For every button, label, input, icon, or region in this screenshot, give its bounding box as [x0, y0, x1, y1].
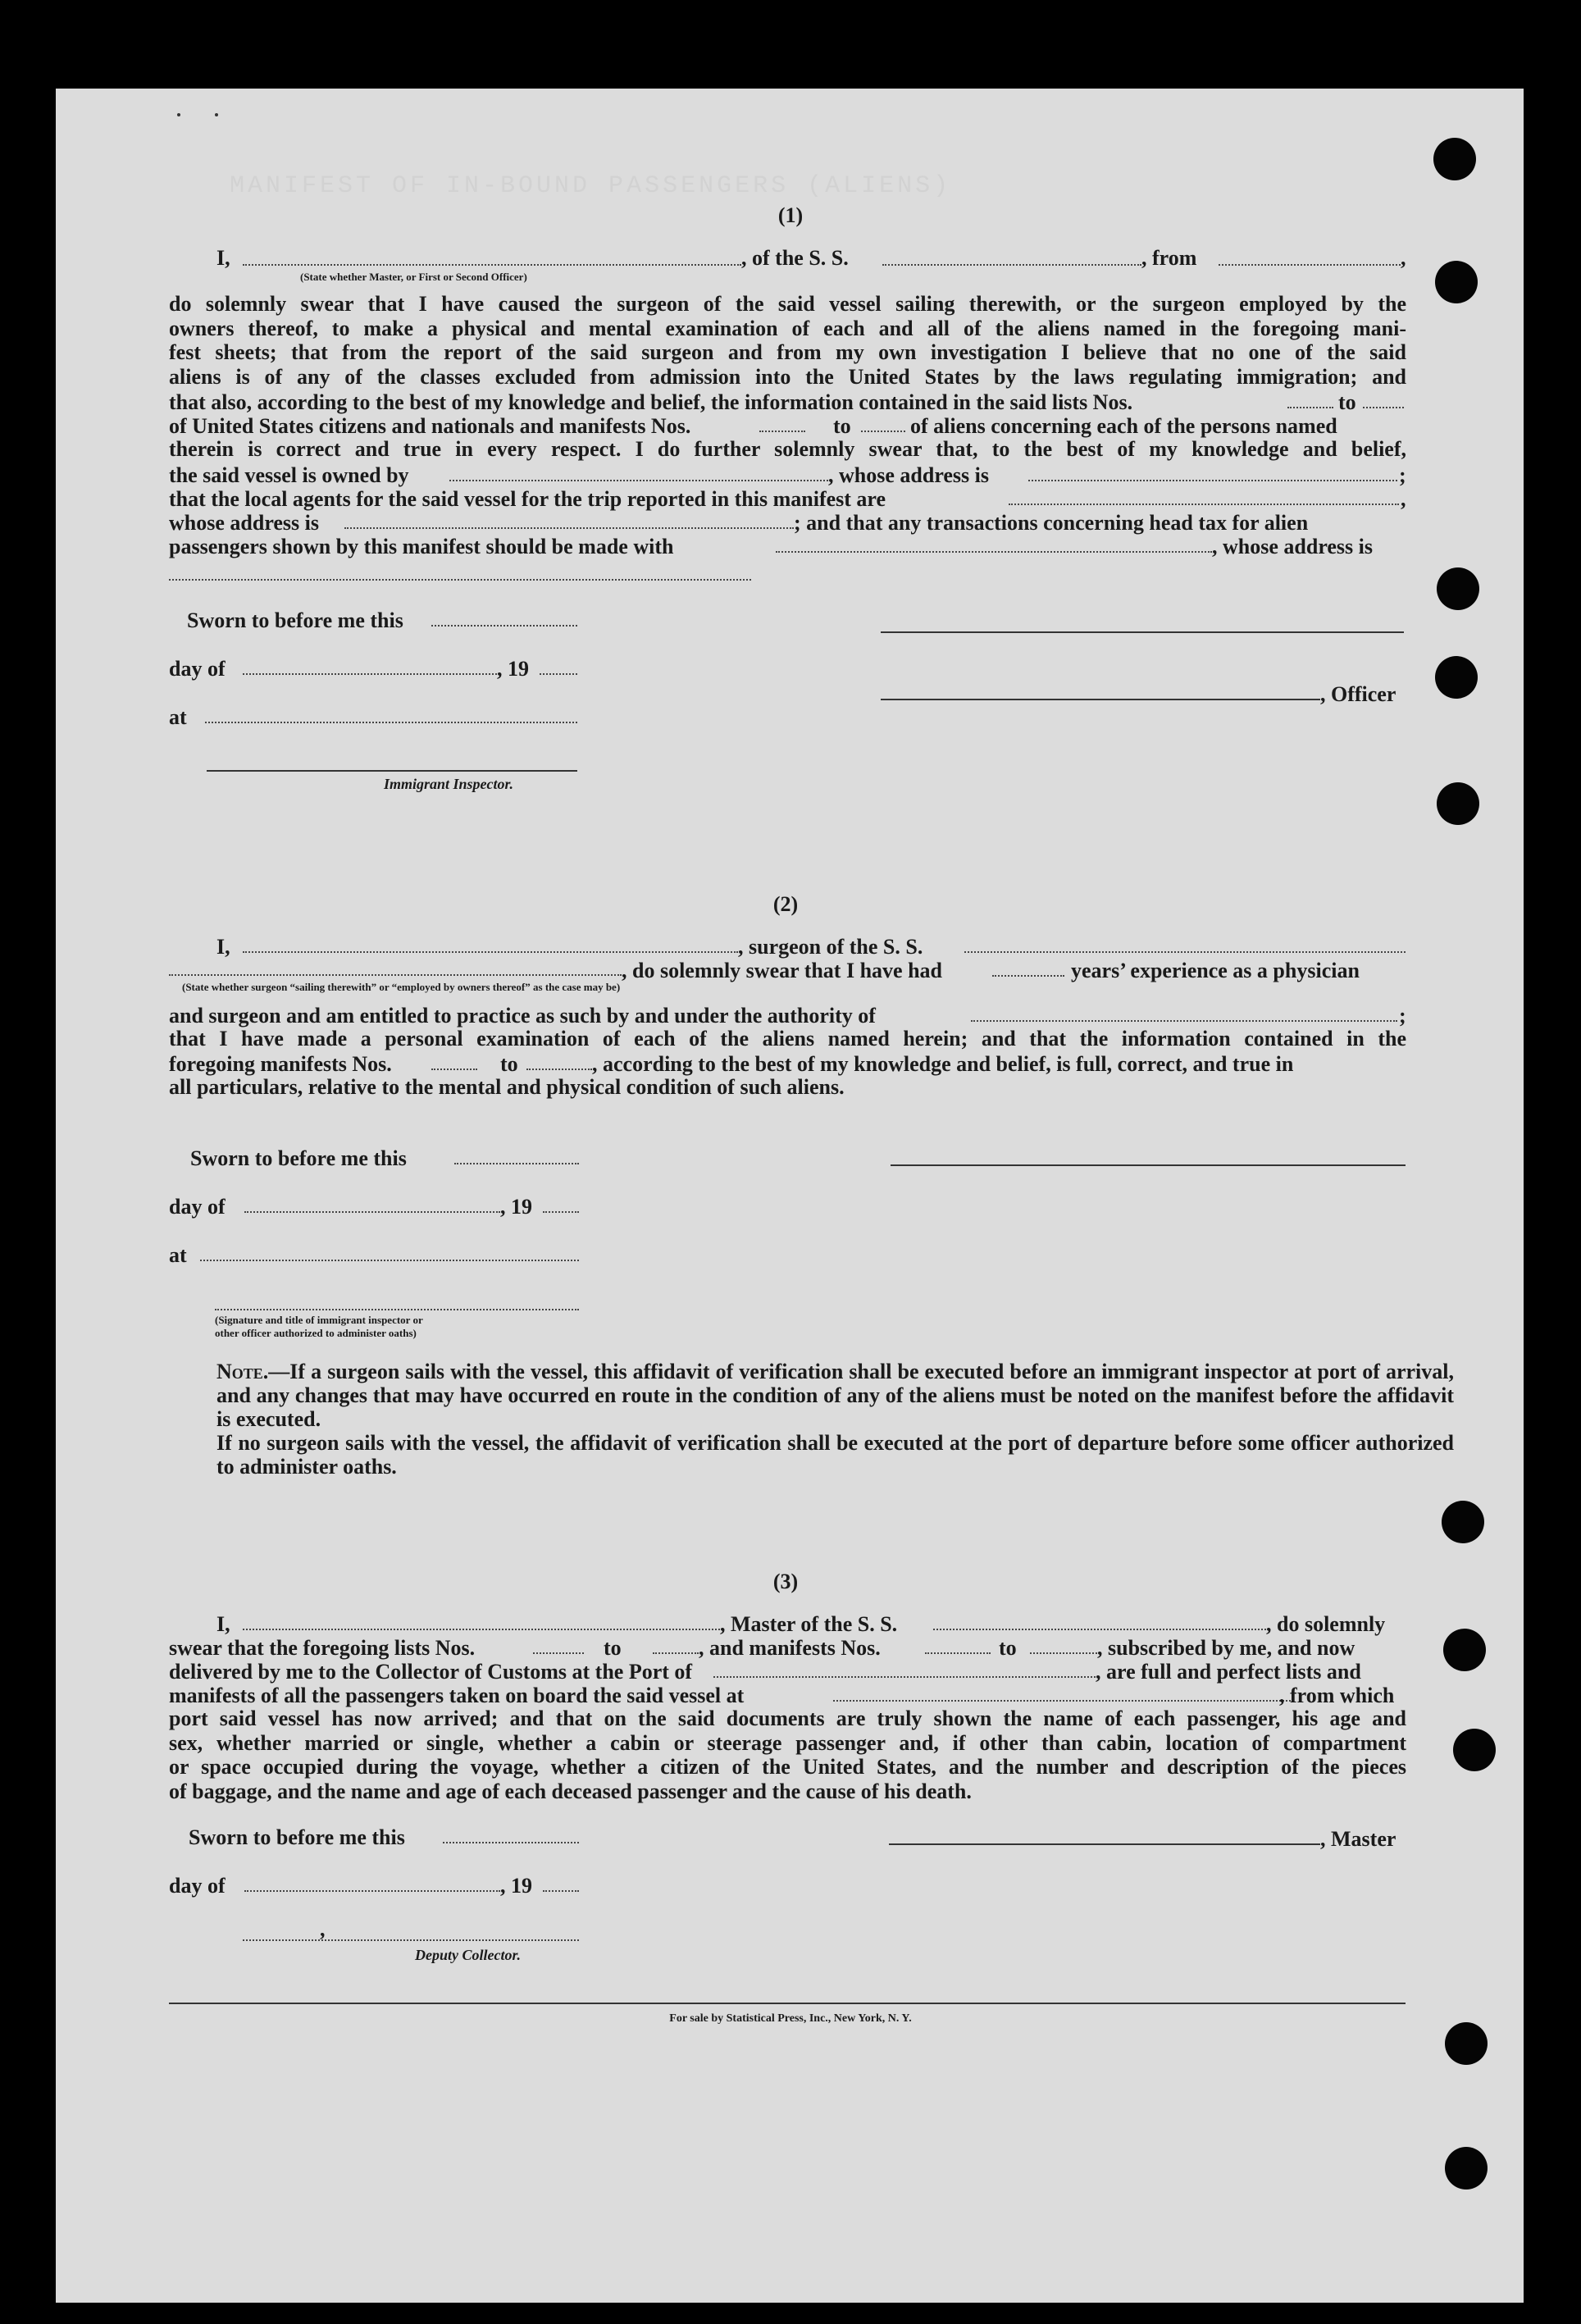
s3-collector-comma: ,: [320, 1917, 326, 1941]
s1-whose-address: , whose address is: [1212, 535, 1374, 558]
s2-signature-note-1: (Signature and title of immigrant inspector or: [215, 1314, 423, 1326]
s1-agents-line: [1009, 504, 1399, 505]
s3-master-signature-line: [889, 1843, 1320, 1845]
s1-agent-address: whose address is: [169, 511, 320, 535]
s1-at: at: [169, 705, 187, 729]
s1-line-3: fest sheets; that from the report of the said surgeon and from my own investigation I believe that no one of the said: [169, 340, 1406, 364]
faded-header: MANIFEST OF IN-BOUND PASSENGERS (ALIENS): [230, 172, 952, 200]
s2-surgeon-signature-line: [891, 1164, 1406, 1166]
s1-inspector-signature-line: [207, 770, 577, 772]
s1-address-cont-line: [169, 579, 751, 581]
s3-manifests-all: manifests of all the passengers taken on board the said vessel at: [169, 1684, 745, 1707]
s3-lists-to-line: [653, 1652, 699, 1654]
s2-i: I,: [216, 935, 230, 959]
s2-signature-note-2: other officer authorized to administer oaths): [215, 1327, 417, 1339]
s3-master-name-line: [243, 1629, 720, 1630]
s1-passengers-text: passengers shown by this manifest should be made with: [169, 535, 674, 558]
punch-hole: [1453, 1729, 1496, 1771]
s1-day-line: [243, 673, 497, 675]
s2-signature-line: [215, 1309, 579, 1310]
punch-hole: [1442, 1501, 1484, 1543]
s2-surgeon-name-line: [243, 951, 738, 953]
s3-line-6: sex, whether married or single, whether a cabin or steerage passenger and, if other than cabin, location of compartment: [169, 1730, 1406, 1755]
s1-head-tax-line: [776, 551, 1212, 553]
dust-speck: [215, 113, 218, 116]
s3-i: I,: [216, 1612, 230, 1636]
s2-vessel-line: [964, 951, 1406, 953]
s3-day-line: [244, 1890, 500, 1892]
s3-from-which: , from which: [1279, 1684, 1395, 1707]
s1-aliens-text: of aliens concerning each of the persons named: [910, 414, 1337, 438]
punch-hole: [1443, 1629, 1486, 1671]
s2-authority-line: [971, 1020, 1397, 1022]
s1-of-ss: , of the S. S.: [741, 246, 849, 270]
s2-at: at: [169, 1243, 187, 1267]
s1-owned-by: the said vessel is owned by: [169, 463, 409, 487]
s2-surgeon-note: (State whether surgeon “sailing therewith” or “employed by owners thereof” as the case may be): [182, 981, 621, 993]
s3-day-of: day of: [169, 1874, 226, 1898]
s1-lists-text: that also, according to the best of my knowledge and belief, the information contained in the said lists Nos.: [169, 390, 1133, 414]
s1-agents-comma: ,: [1401, 487, 1406, 511]
s1-officer-name-line: [243, 264, 741, 266]
s2-to: to: [500, 1052, 518, 1076]
s3-manifests-text: , and manifests Nos.: [699, 1636, 881, 1660]
s3-port-line: [713, 1676, 1096, 1678]
s1-vessel-line: [882, 264, 1141, 266]
s1-owner-address: , whose address is: [828, 463, 990, 487]
s3-collector-label: Deputy Collector.: [415, 1947, 521, 1963]
s1-owner-address-line: [1028, 480, 1397, 481]
section-1-heading: (1): [777, 203, 804, 227]
s2-note-2: If no surgeon sails with the vessel, the affidavit of verification shall be executed at the port of departure before some officer authorized to administer oaths.: [216, 1431, 1454, 1479]
s3-port-text: delivered by me to the Collector of Customs at the Port of: [169, 1660, 693, 1684]
s1-from: , from: [1141, 246, 1197, 270]
s3-line-5: port said vessel has now arrived; and that on the said documents are truly shown the name of each passenger, his age and: [169, 1707, 1406, 1730]
s3-to-1: to: [604, 1636, 622, 1660]
punch-hole: [1435, 656, 1478, 699]
s2-day-of: day of: [169, 1195, 226, 1219]
punch-hole: [1445, 2147, 1488, 2190]
s1-manifests-from-line: [759, 431, 805, 432]
punch-hole: [1445, 2022, 1488, 2065]
s1-agent-address-line: [344, 527, 794, 529]
s3-line-7: or space occupied during the voyage, whether a citizen of the United States, and the number and description of the pieces: [169, 1755, 1406, 1779]
s2-authority-text: and surgeon and am entitled to practice as such by and under the authority of: [169, 1004, 876, 1028]
s2-note-text-1: —If a surgeon sails with the vessel, this affidavit of verification shall be executed before an immigrant inspector at port of arrival, and any changes that may have occurred en route in the condition of any of the aliens must be noted on the manifest before the affidavit is executed.: [216, 1360, 1454, 1431]
s3-vessel-line: [933, 1629, 1266, 1630]
s2-line-6: all particulars, relative to the mental and physical condition of such aliens.: [169, 1075, 845, 1099]
s2-years-line: [992, 975, 1064, 977]
s3-lists-text: swear that the foregoing lists Nos.: [169, 1636, 476, 1660]
s3-manifests-to-line: [1030, 1652, 1097, 1654]
punch-hole: [1437, 782, 1479, 825]
s1-line-7: therein is correct and true in every respect. I do further solemnly swear that, to the best of my knowledge and belief,: [169, 437, 1406, 461]
s1-sworn-line: [431, 625, 577, 627]
s1-officer-line-2: [881, 699, 1320, 700]
s1-officer-line-1: [881, 631, 1404, 633]
s2-note-1: [169, 1360, 1454, 1431]
footer-rule: [169, 2003, 1406, 2004]
punch-hole: [1437, 567, 1479, 610]
s1-line-1: do solemnly swear that I have caused the surgeon of the said vessel sailing therewith, or the surgeon employed by the: [169, 292, 1406, 316]
s1-manifests-to: to: [833, 414, 851, 438]
s1-semicolon: ;: [1399, 463, 1406, 487]
s2-semicolon: ;: [1399, 1004, 1406, 1028]
s3-departure-line: [833, 1700, 1291, 1702]
s1-manifests-to-line: [861, 431, 905, 432]
s1-year: , 19: [497, 657, 529, 681]
s3-collector-signature-line: [243, 1939, 579, 1941]
s3-subscribed: , subscribed by me, and now: [1097, 1636, 1355, 1660]
s3-master-of: , Master of the S. S.: [720, 1612, 898, 1636]
section-3-heading: (3): [772, 1570, 799, 1593]
s1-lists-from-line: [1287, 407, 1333, 408]
s3-perfect-lists: , are full and perfect lists and: [1096, 1660, 1361, 1684]
publisher-footer: For sale by Statistical Press, Inc., New York, N. Y.: [669, 2012, 912, 2025]
s1-head-tax: ; and that any transactions concerning head tax for alien: [794, 511, 1309, 535]
s1-year-line: [540, 673, 577, 675]
s2-cont-line: [169, 974, 622, 976]
s3-year-line: [543, 1890, 579, 1892]
s1-sworn: Sworn to before me this: [187, 608, 403, 632]
s1-agents-text: that the local agents for the said vessel for the trip reported in this manifest are: [169, 487, 886, 511]
s2-year: , 19: [500, 1195, 532, 1219]
s3-sworn: Sworn to before me this: [189, 1825, 405, 1849]
s2-manifests-to-line: [526, 1069, 592, 1070]
s1-day-of: day of: [169, 657, 226, 681]
s2-day-line: [244, 1211, 500, 1213]
s1-owner-line: [449, 480, 828, 481]
s1-inspector-label: Immigrant Inspector.: [384, 776, 514, 792]
s1-comma: ,: [1401, 246, 1406, 270]
s1-i: I,: [216, 246, 230, 270]
s3-line-8: of baggage, and the name and age of each deceased passenger and the cause of his death.: [169, 1779, 972, 1803]
s3-year: , 19: [500, 1874, 532, 1898]
s3-manifests-from-line: [925, 1652, 991, 1654]
s2-year-line: [543, 1211, 579, 1213]
s3-solemnly: , do solemnly: [1266, 1612, 1386, 1636]
punch-hole: [1435, 261, 1478, 303]
s2-years-text-b: years’ experience as a physician: [1071, 959, 1360, 982]
s2-surgeon-of: , surgeon of the S. S.: [738, 935, 923, 959]
s3-to-2: to: [999, 1636, 1017, 1660]
s3-master: , Master: [1320, 1827, 1396, 1851]
s2-at-line: [200, 1260, 579, 1261]
s1-manifests-text: of United States citizens and nationals and manifests Nos.: [169, 414, 691, 438]
s1-line-4: aliens is of any of the classes excluded from admission into the United States by the laws regulating immigration; and: [169, 364, 1406, 389]
s2-line-4: that I have made a personal examination of each of the aliens named herein; and that the information contained in the: [169, 1027, 1406, 1050]
s1-lists-to: to: [1338, 390, 1356, 414]
s1-line-2: owners thereof, to make a physical and mental examination of each and all of the aliens named in the foregoing mani-: [169, 316, 1406, 340]
s3-lists-from-line: [533, 1652, 584, 1654]
s1-at-line: [205, 722, 577, 723]
s2-manifests-text: foregoing manifests Nos.: [169, 1052, 392, 1076]
s2-according: , according to the best of my knowledge and belief, is full, correct, and true in: [592, 1052, 1294, 1076]
dust-speck: [177, 113, 180, 116]
s2-sworn-line: [454, 1163, 579, 1164]
s1-officer: , Officer: [1320, 682, 1396, 706]
s1-officer-note: (State whether Master, or First or Second Officer): [300, 271, 527, 283]
punch-hole: [1433, 138, 1476, 180]
s3-sworn-line: [443, 1842, 579, 1843]
s2-years-text-a: , do solemnly swear that I have had: [622, 959, 943, 982]
s1-lists-to-line: [1363, 407, 1404, 408]
s2-sworn: Sworn to before me this: [190, 1146, 407, 1170]
s1-from-line: [1219, 264, 1401, 266]
s2-manifests-from-line: [431, 1069, 477, 1070]
section-2-heading: (2): [772, 892, 799, 916]
s2-note-label: Note.: [216, 1360, 269, 1383]
